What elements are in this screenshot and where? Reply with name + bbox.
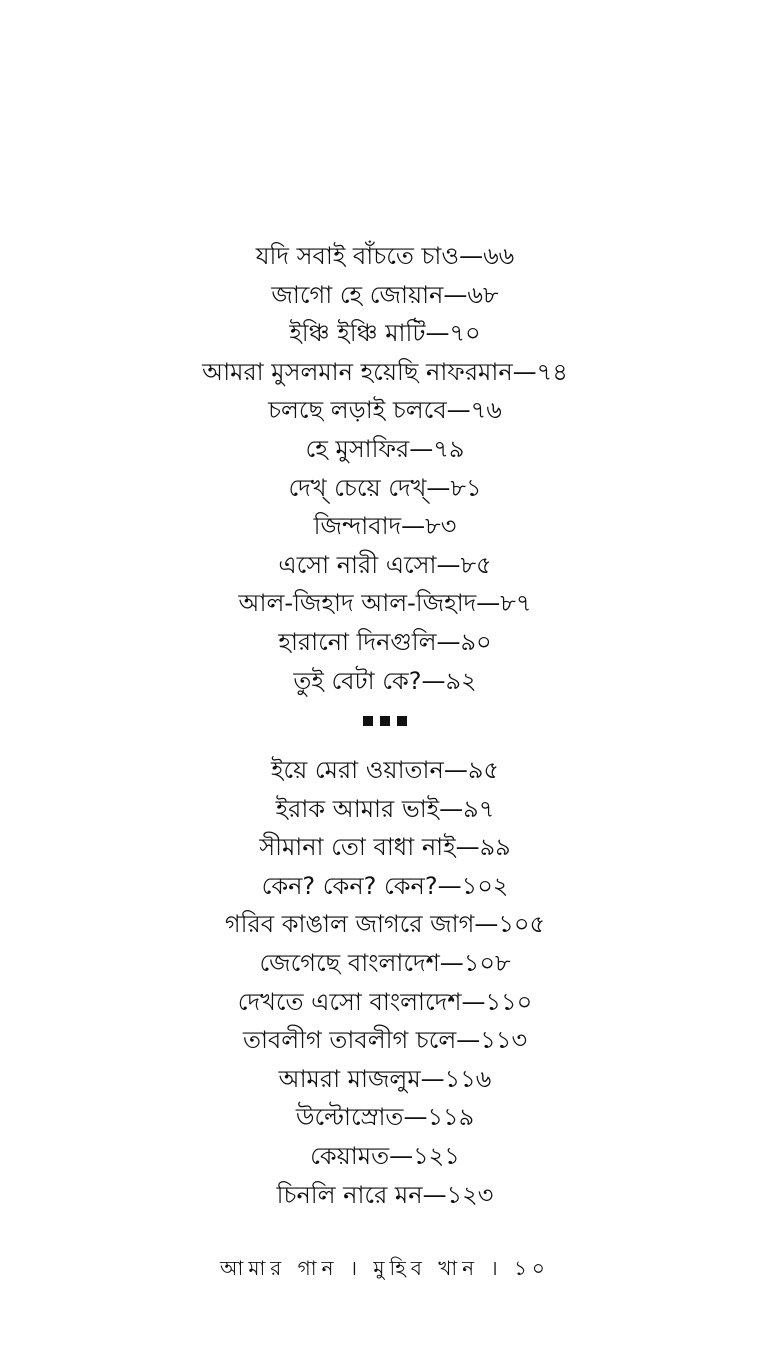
toc-title: ইয়ে মেরা ওয়াতান: [271, 756, 444, 784]
toc-title: জেগেছে বাংলাদেশ: [259, 948, 440, 977]
toc-page: ৯২: [445, 666, 477, 695]
toc-title: কেন? কেন? কেন?: [261, 871, 438, 900]
toc-page: ১১৬: [444, 1064, 492, 1093]
toc-title: সীমানা তো বাধা নাই: [259, 833, 456, 862]
section-separator: [0, 716, 770, 726]
toc-entry: [0, 1021, 770, 1060]
toc-dash: —: [459, 242, 484, 270]
toc-page: ১১৯: [427, 1103, 475, 1132]
toc-title: উল্টোস্রোত: [295, 1103, 404, 1132]
toc-entry: [0, 353, 770, 392]
toc-title: গরিব কাঙাল জাগরে জাগ: [224, 910, 475, 939]
separator-square-icon: [380, 716, 390, 726]
toc-dash: —: [403, 1103, 428, 1132]
toc-dash: —: [401, 512, 426, 541]
toc-title: যদি সবাই বাঁচতে চাও: [255, 242, 460, 270]
toc-title: হারানো দিনগুলি: [278, 627, 437, 656]
toc-page: ৮৭: [500, 589, 532, 618]
toc-dash: —: [474, 910, 499, 939]
toc-dash: —: [425, 319, 450, 348]
toc-title: আমরা মাজলুম: [278, 1064, 421, 1093]
toc-dash: —: [421, 666, 446, 695]
toc-entry: [0, 430, 770, 469]
toc-dash: —: [446, 396, 471, 425]
toc-title: দেখ্ চেয়ে দেখ্: [288, 473, 427, 502]
toc-page: ৯০: [460, 627, 492, 656]
toc-entry: [0, 983, 770, 1022]
toc-page: ৭০: [449, 319, 481, 348]
toc-dash: —: [439, 948, 464, 977]
toc-dash: —: [409, 434, 434, 463]
toc-title: ইঞ্চি ইঞ্চি মাটি: [289, 319, 426, 348]
toc-entry: [0, 276, 770, 315]
toc-title: চলছে লড়াই চলবে: [268, 396, 447, 425]
toc-entry: [0, 1176, 770, 1215]
toc-dash: —: [443, 756, 468, 784]
toc-title: হে মুসাফির: [305, 434, 410, 463]
toc-page: ৬৮: [467, 280, 499, 309]
toc-page: ১০৫: [498, 910, 546, 939]
toc-entry: [0, 1098, 770, 1137]
toc-list-top: [0, 237, 770, 700]
toc-dash: —: [436, 627, 461, 656]
toc-dash: —: [476, 589, 501, 618]
toc-dash: —: [456, 1026, 481, 1055]
toc-page: ১১৩: [480, 1026, 528, 1055]
toc-title: ইরাক আমার ভাই: [275, 794, 440, 823]
toc-title: জিন্দাবাদ: [313, 512, 402, 541]
toc-title: আল-জিহাদ আল-জিহাদ: [238, 589, 477, 618]
toc-dash: —: [455, 833, 480, 862]
toc-entry: [0, 790, 770, 829]
toc-dash: —: [420, 1064, 445, 1093]
toc-entry: [0, 1137, 770, 1176]
toc-list-bottom: [0, 751, 770, 1214]
toc-entry: [0, 546, 770, 585]
toc-title: চিনলি নারে মন: [276, 1180, 423, 1209]
toc-entry: [0, 867, 770, 906]
toc-page: ৮৩: [425, 512, 457, 541]
separator-square-icon: [397, 716, 407, 726]
toc-dash: —: [389, 1141, 414, 1170]
toc-entry: [0, 662, 770, 701]
footer-book-title: আমার গান: [220, 1256, 339, 1280]
footer-divider: ।: [349, 1256, 363, 1280]
toc-page: ১২৩: [446, 1180, 494, 1209]
toc-title: জাগো হে জোয়ান: [271, 280, 444, 309]
toc-entry: [0, 1060, 770, 1099]
toc-page: ৭৬: [470, 396, 502, 425]
toc-title: আমরা মুসলমান হয়েছি নাফরমান: [202, 357, 513, 386]
toc-title: দেখতে এসো বাংলাদেশ: [237, 987, 462, 1016]
toc-title: তাবলীগ তাবলীগ চলে: [242, 1026, 457, 1055]
toc-dash: —: [437, 871, 462, 900]
toc-page: ৯৫: [467, 756, 499, 784]
toc-page: ১০৮: [463, 948, 511, 977]
toc-entry: [0, 469, 770, 508]
toc-entry: [0, 905, 770, 944]
toc-page: ৮৫: [460, 550, 492, 579]
toc-entry: [0, 314, 770, 353]
toc-entry: [0, 944, 770, 983]
toc-page: ৬৬: [483, 242, 515, 270]
page-footer: [0, 1254, 770, 1287]
separator-square-icon: [363, 716, 373, 726]
toc-dash: —: [443, 280, 468, 309]
toc-page: ৯৯: [479, 833, 511, 862]
toc-title: তুই বেটা কে?: [293, 666, 422, 695]
toc-dash: —: [512, 357, 537, 386]
toc-dash: —: [426, 473, 451, 502]
toc-page: ১২১: [413, 1141, 460, 1170]
toc-entry: [0, 507, 770, 546]
toc-entry: [0, 584, 770, 623]
toc-title: এসো নারী এসো: [278, 550, 437, 579]
toc-page: ৯৭: [463, 794, 495, 823]
footer-author: মুহিব খান: [373, 1256, 480, 1280]
toc-dash: —: [461, 987, 486, 1016]
toc-dash: —: [439, 794, 464, 823]
toc-entry: [0, 828, 770, 867]
toc-entry: [0, 237, 770, 276]
toc-page: ৮১: [450, 473, 482, 502]
toc-page: ১০২: [461, 871, 509, 900]
toc-entry: [0, 751, 770, 790]
toc-dash: —: [436, 550, 461, 579]
toc-page: ১১০: [485, 987, 533, 1016]
footer-divider: ।: [490, 1256, 503, 1280]
toc-page: ৭৪: [536, 357, 568, 386]
footer-page-number: ১০: [513, 1256, 550, 1280]
toc-dash: —: [422, 1180, 447, 1209]
toc-entry: [0, 391, 770, 430]
toc-title: কেয়ামত: [310, 1141, 390, 1170]
toc-page: ৭৯: [433, 434, 465, 463]
toc-entry: [0, 623, 770, 662]
